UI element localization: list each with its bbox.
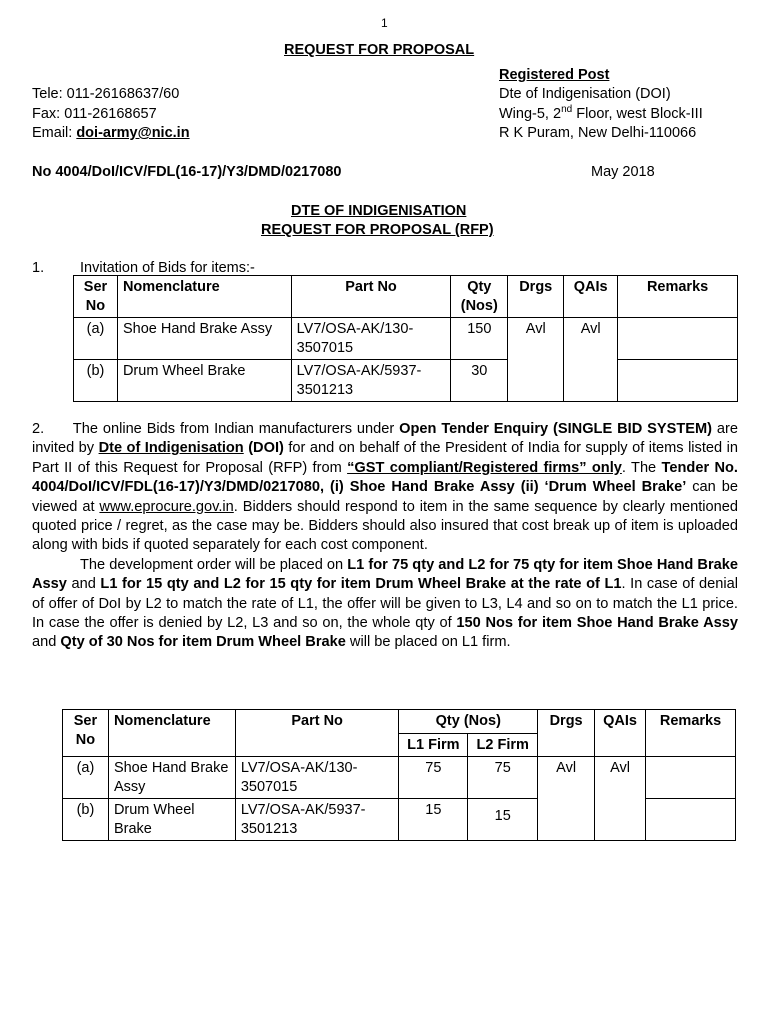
document-date: May 2018 bbox=[591, 164, 655, 180]
tele-number: Tele: 011-26168637/60 bbox=[32, 86, 180, 102]
paragraph-3: The development order will be placed on L1 for 75 qty and L2 for 75 qty for item Shoe Hand Brake Assy and L1 for 15 qty and L2 for 15 qty for item Drum Wheel Brake at the rate of L1. In case of denial of offer of DoI by L2 to match the rate of L1, the offer will be given to L3, L4 and so on to match the L1 price. In case the offer is denied by L2, L3 and so on, the whole qty of 150 Nos for item Shoe Hand Brake Assy and Qty of 30 Nos for item Drum Wheel Brake will be placed on L1 firm. bbox=[32, 556, 738, 651]
section-1-number: 1. bbox=[32, 260, 45, 276]
body-paragraphs bbox=[32, 420, 738, 653]
section-1-title: Invitation of Bids for items:- bbox=[80, 260, 255, 276]
subheading-dte: DTE OF INDIGENISATION bbox=[291, 203, 467, 219]
cell-qty: 150 bbox=[451, 318, 508, 360]
header-nomenclature: Nomenclature bbox=[117, 276, 291, 318]
distribution-table bbox=[62, 709, 736, 841]
cell-nomenclature: Shoe Hand Brake Assy bbox=[108, 757, 235, 799]
header-qty: Qty (Nos) bbox=[399, 710, 538, 734]
subheading-rfp: REQUEST FOR PROPOSAL (RFP) bbox=[261, 222, 494, 238]
page-number: 1 bbox=[381, 16, 388, 30]
header-qty: Qty (Nos) bbox=[451, 276, 508, 318]
items-table bbox=[73, 275, 738, 402]
email-label: Email: bbox=[32, 125, 77, 141]
cell-l2: 15 bbox=[468, 799, 538, 841]
header-drgs: Drgs bbox=[508, 276, 564, 318]
paragraph-2: 2. The online Bids from Indian manufacturers under Open Tender Enquiry (SINGLE BID SYSTEM) are invited by Dte of Indigenisation (DOI) for and on behalf of the President of India for supply of items listed in Part II of this Request for Proposal (RFP) from “GST compliant/Registered firms” only. The Tender No. 4004/DoI/ICV/FDL(16-17)/Y3/DMD/0217080, (i) Shoe Hand Brake Assy (ii) ‘Drum Wheel Brake’ can be viewed at www.eprocure.gov.in. Bidders should respond to item in the same sequence by clearly mentioned quoted price / regret, as the case may be. Bidders should also insured that cost break up of item is uploaded along with bids if quoted separately for each cost component. bbox=[32, 421, 738, 554]
table-row bbox=[74, 360, 738, 402]
table-row bbox=[63, 757, 736, 799]
table-header-row bbox=[74, 276, 738, 318]
header-ser: Ser No bbox=[63, 710, 109, 757]
cell-drgs: Avl bbox=[538, 757, 595, 841]
cell-ser: (b) bbox=[63, 799, 109, 841]
email-line bbox=[32, 124, 190, 142]
cell-l2: 75 bbox=[468, 757, 538, 799]
eprocure-link[interactable]: www.eprocure.gov.in bbox=[99, 498, 234, 515]
cell-nomenclature: Shoe Hand Brake Assy bbox=[117, 318, 291, 360]
header-part-no: Part No bbox=[291, 276, 451, 318]
header-part-no: Part No bbox=[235, 710, 399, 757]
header-qais: QAIs bbox=[595, 710, 646, 757]
cell-l1: 15 bbox=[399, 799, 468, 841]
cell-remarks bbox=[646, 799, 736, 841]
address-line-3: R K Puram, New Delhi-110066 bbox=[499, 125, 697, 141]
registered-post-heading: Registered Post bbox=[499, 67, 610, 83]
header-remarks: Remarks bbox=[646, 710, 736, 757]
header-drgs: Drgs bbox=[538, 710, 595, 757]
fax-number: Fax: 011-26168657 bbox=[32, 106, 157, 122]
table-header-row bbox=[63, 710, 736, 734]
email-link[interactable]: doi-army@nic.in bbox=[76, 125, 190, 141]
header-nomenclature: Nomenclature bbox=[108, 710, 235, 757]
cell-remarks bbox=[646, 757, 736, 799]
table-row bbox=[74, 318, 738, 360]
cell-nomenclature: Drum Wheel Brake bbox=[117, 360, 291, 402]
document-title: REQUEST FOR PROPOSAL bbox=[284, 42, 475, 58]
address-line-2: Wing-5, 2nd Floor, west Block-III bbox=[499, 104, 703, 122]
header-remarks: Remarks bbox=[618, 276, 738, 318]
header-ser: Ser No bbox=[74, 276, 118, 318]
cell-qais: Avl bbox=[595, 757, 646, 841]
header-l1: L1 Firm bbox=[399, 733, 468, 757]
cell-part-no: LV7/OSA-AK/130-3507015 bbox=[235, 757, 399, 799]
cell-ser: (a) bbox=[63, 757, 109, 799]
cell-nomenclature: Drum Wheel Brake bbox=[108, 799, 235, 841]
cell-drgs: Avl bbox=[508, 318, 564, 402]
address-line-1: Dte of Indigenisation (DOI) bbox=[499, 86, 671, 102]
header-l2: L2 Firm bbox=[468, 733, 538, 757]
cell-qty: 30 bbox=[451, 360, 508, 402]
cell-l1: 75 bbox=[399, 757, 468, 799]
reference-number: No 4004/DoI/ICV/FDL(16-17)/Y3/DMD/0217080 bbox=[32, 164, 342, 180]
cell-part-no: LV7/OSA-AK/5937-3501213 bbox=[291, 360, 451, 402]
cell-qais: Avl bbox=[564, 318, 618, 402]
cell-part-no: LV7/OSA-AK/130-3507015 bbox=[291, 318, 451, 360]
header-qais: QAIs bbox=[564, 276, 618, 318]
cell-remarks bbox=[618, 360, 738, 402]
cell-ser: (b) bbox=[74, 360, 118, 402]
cell-ser: (a) bbox=[74, 318, 118, 360]
cell-part-no: LV7/OSA-AK/5937-3501213 bbox=[235, 799, 399, 841]
cell-remarks bbox=[618, 318, 738, 360]
